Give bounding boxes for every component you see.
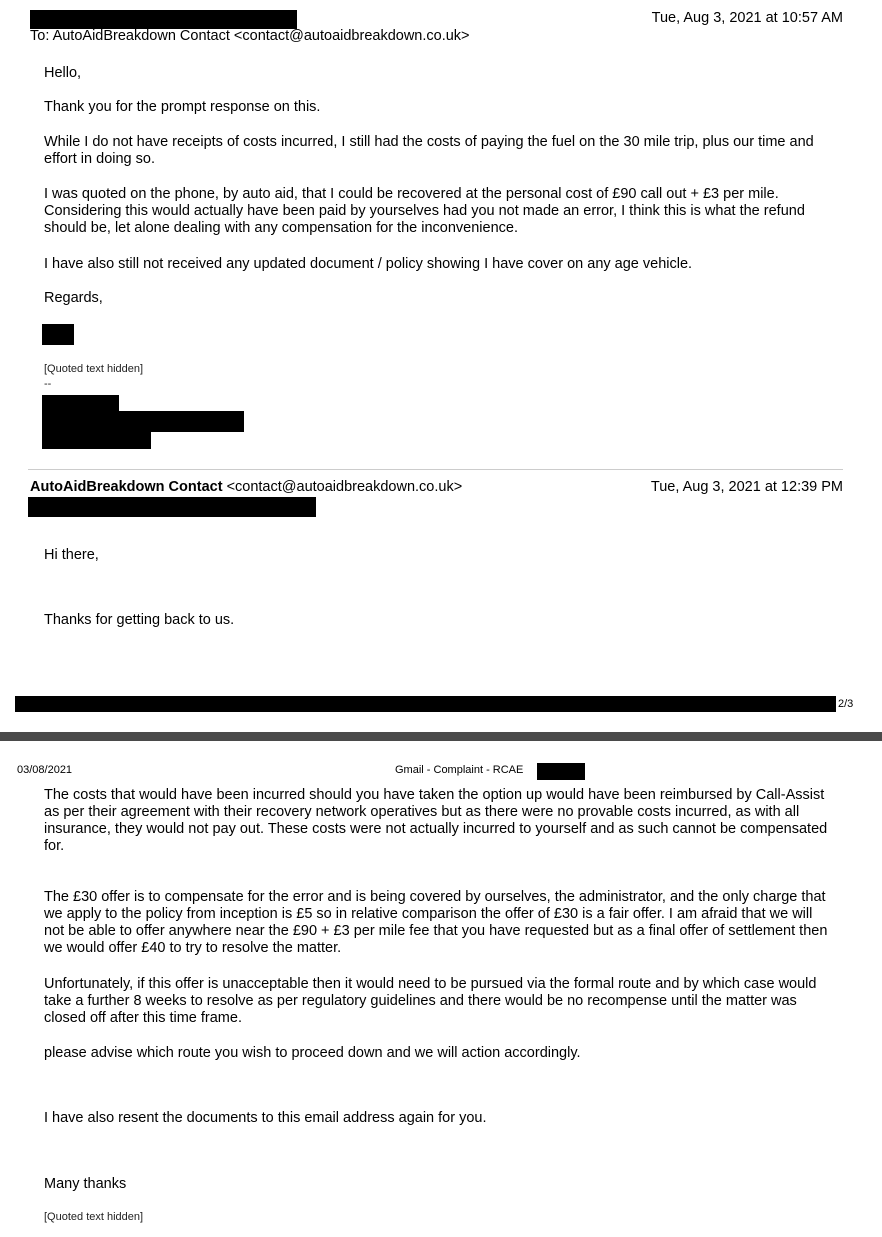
signature-separator: -- (44, 378, 52, 390)
email1-paragraph: I have also still not received any updated document / policy showing I have cover on any age vehicle. (44, 256, 693, 272)
email1-paragraph: I was quoted on the phone, by auto aid, that I could be recovered at the personal cost of £90 call out + £3 per mile. Considering this would actually have been paid by yourselves had you not made an error, I think this is what the refund should be, let alone dealing with any compensation for the inconvenience. (44, 186, 805, 236)
email1-paragraph: While I do not have receipts of costs incurred, I still had the costs of paying the fuel on the 30 mile trip, plus our time and effort in doing so. (44, 134, 814, 167)
email2-paragraph: I have also resent the documents to this email address again for you. (44, 1110, 487, 1126)
redacted-sender (30, 10, 297, 29)
email2-signoff: Many thanks (44, 1176, 127, 1192)
email2-paragraph: please advise which route you wish to proceed down and we will action accordingly. (44, 1045, 581, 1061)
redacted-name (42, 324, 74, 345)
email2-sender-name: AutoAidBreakdown Contact (30, 479, 223, 495)
redacted-footer-url (15, 696, 836, 712)
message-divider (28, 469, 843, 470)
redacted-recipient (28, 497, 316, 517)
email2-paragraph: Thanks for getting back to us. (44, 612, 235, 628)
quoted-text-hidden-link[interactable]: [Quoted text hidden] (44, 363, 144, 375)
print-title: Gmail - Complaint - RCAE (395, 764, 524, 776)
redacted-signature (42, 432, 151, 449)
email2-sender-email: <contact@autoaidbreakdown.co.uk> (226, 479, 463, 495)
email2-greeting: Hi there, (44, 547, 99, 563)
email2-paragraph: The £30 offer is to compensate for the error and is being covered by ourselves, the administrator, and the only charge that we apply to the policy from inception is £5 so in relative comparison the offer of £30 is a fair offer. I am afraid that we will not be able to offer anywhere near the £90 + £3 per mile fee that you have requested but as a final offer of settlement then we would offer £40 to try to resolve the matter. (44, 889, 828, 956)
email1-signoff: Regards, (44, 290, 103, 306)
email2-sender (30, 479, 462, 496)
print-date: 03/08/2021 (17, 764, 73, 776)
email2-date: Tue, Aug 3, 2021 at 12:39 PM (650, 479, 843, 495)
page-number: 2/3 (838, 698, 854, 710)
redacted-signature (42, 395, 119, 411)
email1-date: Tue, Aug 3, 2021 at 10:57 AM (651, 10, 843, 26)
email1-paragraph: Thank you for the prompt response on this. (44, 99, 321, 115)
email2-paragraph: The costs that would have been incurred should you have taken the option up would have been reimbursed by Call-Assist as per their agreement with their recovery network operatives but as there were no provable costs incurred, as with all insurance, they would not pay out. These costs were not actually incurred to yourself and as such cannot be compensated for. (44, 787, 828, 854)
redacted-signature (42, 411, 244, 432)
email1-greeting: Hello, (44, 65, 82, 81)
email1-to-line: To: AutoAidBreakdown Contact <contact@autoaidbreakdown.co.uk> (30, 28, 470, 44)
email2-paragraph: Unfortunately, if this offer is unacceptable then it would need to be pursued via the formal route and by which case would take a further 8 weeks to resolve as per regulatory guidelines and there would be no recompense until the matter was closed off after this time frame. (44, 976, 817, 1026)
page-break (0, 732, 882, 741)
quoted-text-hidden-link[interactable]: [Quoted text hidden] (44, 1211, 144, 1223)
redacted-title-suffix (537, 763, 585, 780)
